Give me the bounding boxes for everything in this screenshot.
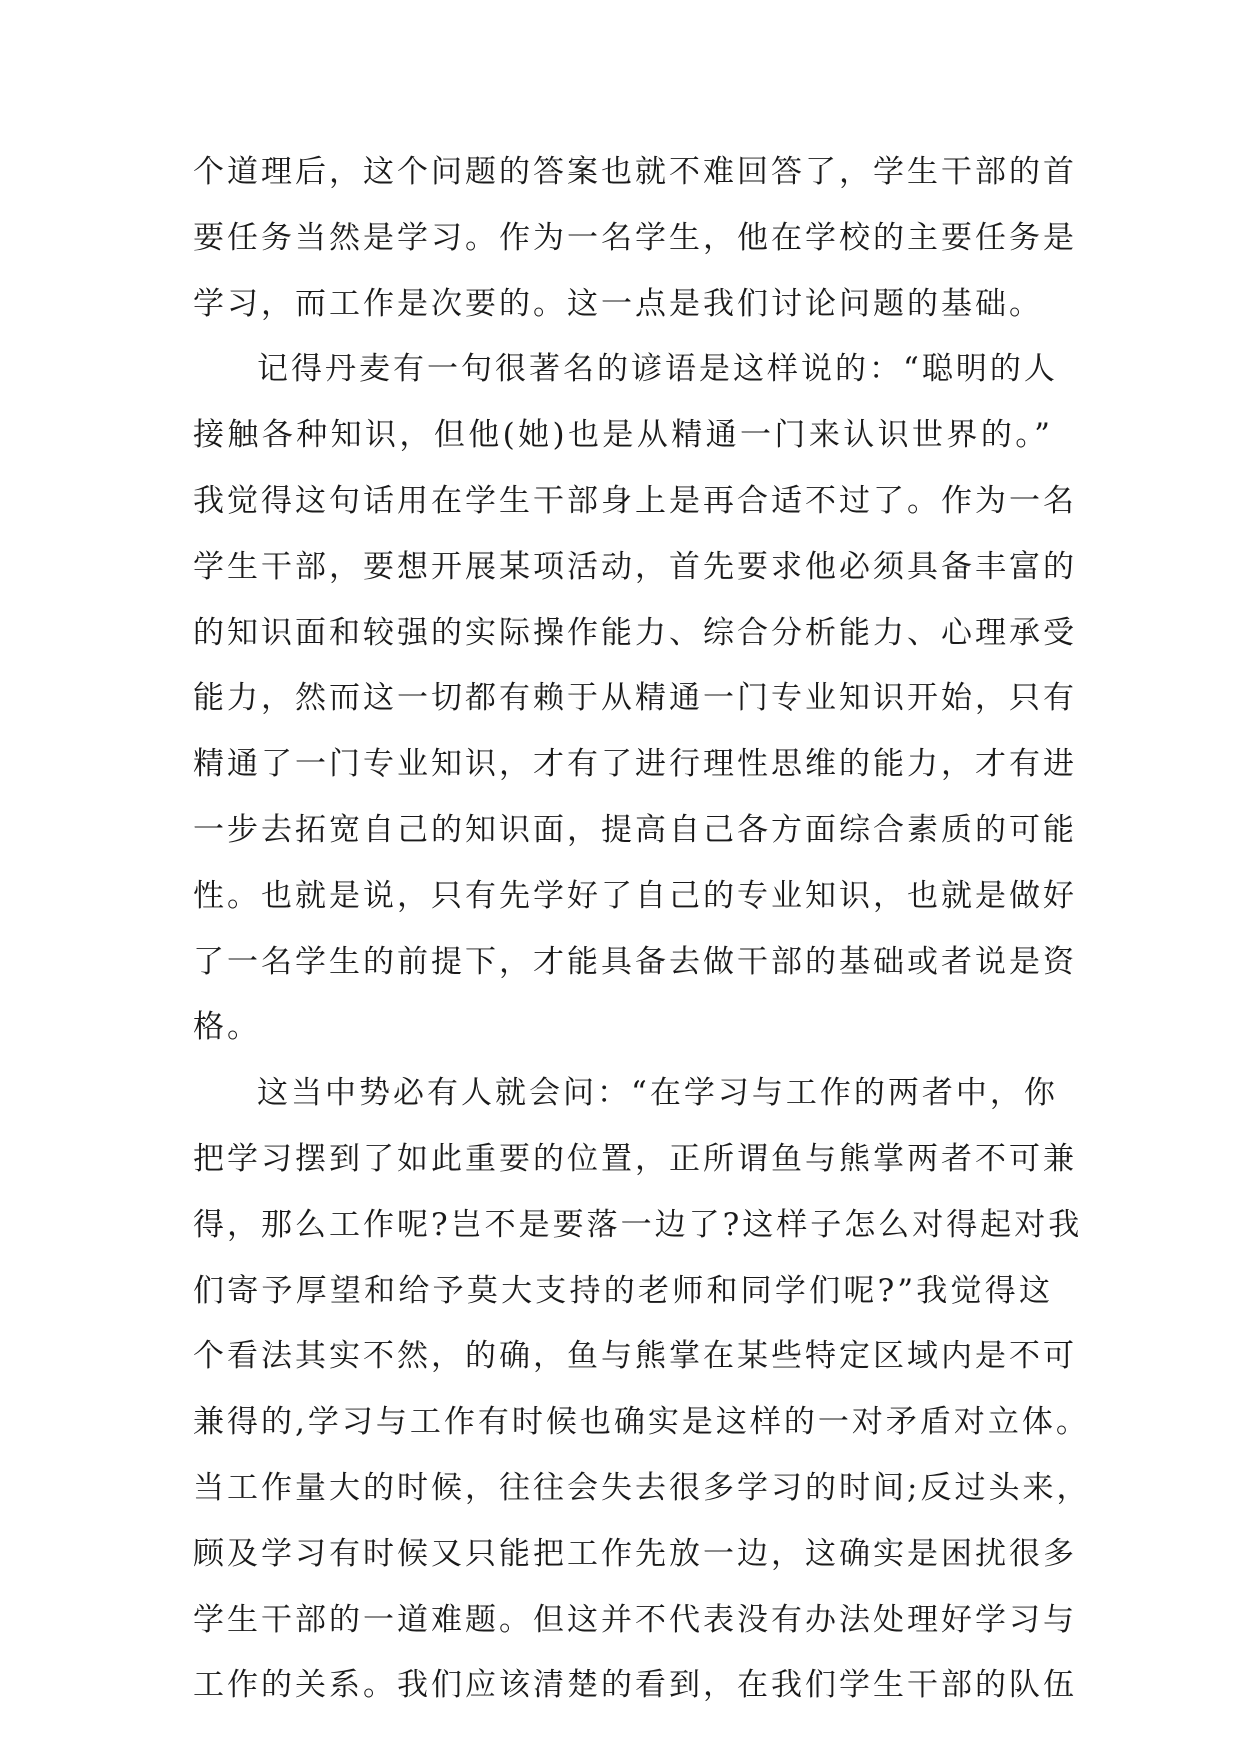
text-line: 性。也就是说，只有先学好了自己的专业知识，也就是做好 — [193, 877, 1077, 914]
text-line: 了一名学生的前提下，才能具备去做干部的基础或者说是资 — [193, 943, 1077, 980]
text-line: 我觉得这句话用在学生干部身上是再合适不过了。作为一名 — [193, 482, 1077, 519]
text-line: 要任务当然是学习。作为一名学生，他在学校的主要任务是 — [193, 219, 1077, 256]
paragraph-first-line: 这当中势必有人就会问：“在学习与工作的两者中，你 — [257, 1075, 1058, 1112]
text-line: 学生干部的一道难题。但这并不代表没有办法处理好学习与 — [193, 1601, 1077, 1638]
text-line: 一步去拓宽自己的知识面，提高自己各方面综合素质的可能 — [193, 811, 1077, 848]
text-line: 得，那么工作呢?岂不是要落一边了?这样子怎么对得起对我 — [193, 1206, 1083, 1243]
text-line: 接触各种知识，但他(她)也是从精通一门来认识世界的。” — [193, 417, 1053, 454]
text-line: 当工作量大的时候，往往会失去很多学习的时间;反过头来， — [193, 1469, 1091, 1506]
text-line: 学习，而工作是次要的。这一点是我们讨论问题的基础。 — [193, 285, 1043, 322]
text-line: 个道理后，这个问题的答案也就不难回答了，学生干部的首 — [193, 154, 1077, 190]
paragraph-first-line: 记得丹麦有一句很著名的谚语是这样说的：“聪明的人 — [257, 351, 1058, 388]
text-line: 的知识面和较强的实际操作能力、综合分析能力、心理承受 — [193, 614, 1077, 651]
text-line: 们寄予厚望和给予莫大支持的老师和同学们呢?”我觉得这 — [193, 1272, 1053, 1309]
body-text — [193, 152, 1091, 1731]
text-line: 精通了一门专业知识，才有了进行理性思维的能力，才有进 — [193, 746, 1077, 783]
text-line: 能力，然而这一切都有赖于从精通一门专业知识开始，只有 — [193, 680, 1077, 717]
text-line: 学生干部，要想开展某项活动，首先要求他必须具备丰富的 — [193, 548, 1077, 585]
text-line: 个看法其实不然，的确，鱼与熊掌在某些特定区域内是不可 — [193, 1338, 1077, 1375]
text-line: 顾及学习有时候又只能把工作先放一边，这确实是困扰很多 — [193, 1535, 1077, 1572]
text-line: 兼得的,学习与工作有时候也确实是这样的一对矛盾对立体。 — [193, 1404, 1090, 1441]
text-line: 把学习摆到了如此重要的位置，正所谓鱼与熊掌两者不可兼 — [193, 1140, 1077, 1177]
text-line: 工作的关系。我们应该清楚的看到，在我们学生干部的队伍 — [193, 1667, 1077, 1704]
text-line: 格。 — [193, 1009, 261, 1046]
